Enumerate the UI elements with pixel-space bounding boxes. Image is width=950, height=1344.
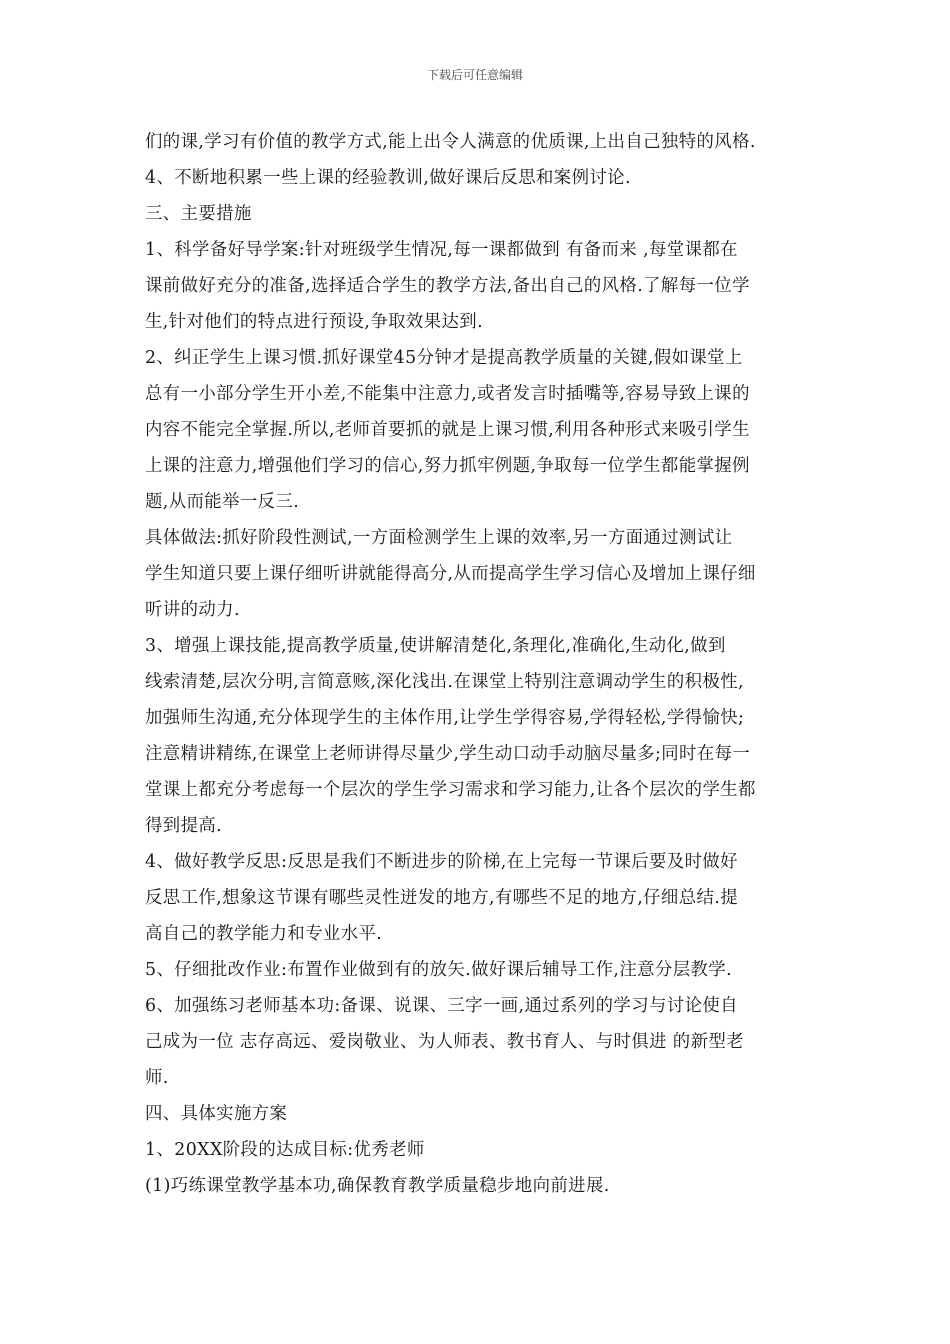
text-line: 师. <box>145 1068 169 1088</box>
section-heading: 四、具体实施方案 <box>145 1104 288 1124</box>
text-line: 上课的注意力,增强他们学习的信心,努力抓牢例题,争取每一位学生都能掌握例 <box>145 456 750 476</box>
text-line: 3、增强上课技能,提高教学质量,使讲解清楚化,条理化,准确化,生动化,做到 <box>145 636 726 656</box>
text-line: 高自己的教学能力和专业水平. <box>145 924 383 944</box>
text-line: 线索清楚,层次分明,言简意赅,深化浅出.在课堂上特别注意调动学生的积极性, <box>145 672 744 692</box>
document-body <box>145 124 815 1204</box>
text-line: 4、不断地积累一些上课的经验教训,做好课后反思和案例讨论. <box>145 168 631 188</box>
text-line: 内容不能完全掌握.所以,老师首要抓的就是上课习惯,利用各种形式来吸引学生 <box>145 420 750 440</box>
text-line: 生,针对他们的特点进行预设,争取效果达到. <box>145 312 484 332</box>
text-line: 6、加强练习老师基本功:备课、说课、三字一画,通过系列的学习与讨论使自 <box>145 996 738 1016</box>
text-line: 堂课上都充分考虑每一个层次的学生学习需求和学习能力,让各个层次的学生都 <box>145 780 756 800</box>
text-line: 课前做好充分的准备,选择适合学生的教学方法,备出自己的风格.了解每一位学 <box>145 276 750 296</box>
text-line: (1)巧练课堂教学基本功,确保教育教学质量稳步地向前进展. <box>145 1176 610 1196</box>
text-line: 们的课,学习有价值的教学方式,能上出令人满意的优质课,上出自己独特的风格. <box>145 132 756 152</box>
text-line: 学生知道只要上课仔细听讲就能得高分,从而提高学生学习信心及增加上课仔细 <box>145 564 756 584</box>
text-line: 总有一小部分学生开小差,不能集中注意力,或者发言时插嘴等,容易导致上课的 <box>145 384 750 404</box>
text-line: 加强师生沟通,充分体现学生的主体作用,让学生学得容易,学得轻松,学得愉快; <box>145 708 745 728</box>
text-line: 5、仔细批改作业:布置作业做到有的放矢.做好课后辅导工作,注意分层教学. <box>145 960 733 980</box>
text-line: 反思工作,想象这节课有哪些灵性迸发的地方,有哪些不足的地方,仔细总结.提 <box>145 888 739 908</box>
text-line: 注意精讲精练,在课堂上老师讲得尽量少,学生动口动手动脑尽量多;同时在每一 <box>145 744 751 764</box>
text-line: 4、做好教学反思:反思是我们不断进步的阶梯,在上完每一节课后要及时做好 <box>145 852 738 872</box>
text-line: 2、纠正学生上课习惯.抓好课堂45分钟才是提高教学质量的关键,假如课堂上 <box>145 348 743 368</box>
text-line: 题,从而能举一反三. <box>145 492 300 512</box>
text-line: 听讲的动力. <box>145 600 240 620</box>
page-header: 下载后可任意编辑 <box>426 68 523 82</box>
text-line: 得到提高. <box>145 816 223 836</box>
section-heading: 三、主要措施 <box>145 204 252 224</box>
text-line: 己成为一位 志存高远、爱岗敬业、为人师表、教书育人、与时俱进 的新型老 <box>145 1032 744 1052</box>
text-line: 1、科学备好导学案:针对班级学生情况,每一课都做到 有备而来 ,每堂课都在 <box>145 240 738 260</box>
text-line: 1、20XX阶段的达成目标:优秀老师 <box>145 1140 425 1160</box>
text-line: 具体做法:抓好阶段性测试,一方面检测学生上课的效率,另一方面通过测试让 <box>145 528 733 548</box>
